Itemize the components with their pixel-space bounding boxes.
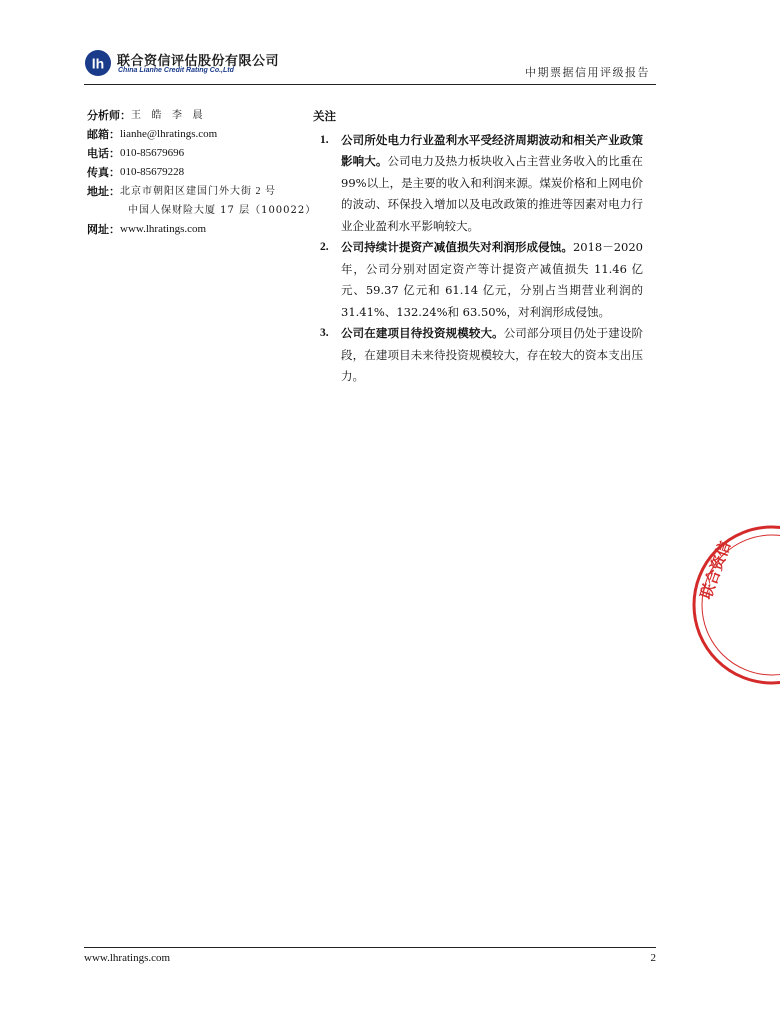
address-line-2: 中国人保财险大厦 17 层（100022）	[128, 205, 317, 216]
phone-row	[87, 144, 302, 163]
page-header	[84, 46, 656, 86]
focus-item	[313, 237, 643, 323]
focus-item	[313, 323, 643, 388]
fax-row	[87, 163, 302, 182]
report-type-title: 中期票据信用评级报告	[525, 66, 650, 79]
phone-label: 电话：	[87, 147, 120, 160]
analyst-row	[87, 106, 302, 125]
focus-item-body: 2018－2020 年，公司分别对固定资产等计提资产减值损失 11.46 亿元、59.37 亿元和 61.14 亿元，分别占当期营业利润的 31.41%、132.24%和 63.50%，对利润形成侵蚀。	[341, 240, 643, 319]
company-name-cn: 联合资信评估股份有限公司	[117, 54, 280, 69]
header-divider	[84, 84, 656, 85]
svg-text:联合资信: 联合资信	[696, 538, 735, 602]
focus-title: 关注	[313, 109, 336, 123]
page-number: 2	[650, 952, 656, 964]
website-label: 网址：	[87, 223, 120, 236]
email-row	[87, 125, 302, 144]
focus-item-lead: 公司所处电力行业盈利水平受经济周期波动和相关产业政策影响大。	[341, 132, 643, 168]
address-line-1: 北京市朝阳区建国门外大街 2 号	[120, 186, 276, 197]
focus-item-number: 3.	[320, 327, 329, 339]
phone-value: 010-85679696	[120, 147, 185, 159]
focus-item-body: 公司电力及热力板块收入占主营业务收入的比重在 99%以上，是主要的收入和利润来源。煤炭价格和上网电价的波动、环保投入增加以及电改政策的推进等因素对电力行业企业盈利水平影响较大。	[341, 154, 644, 233]
contact-panel	[87, 106, 317, 239]
email-value[interactable]: lianhe@lhratings.com	[120, 128, 218, 140]
website-value[interactable]: www.lhratings.com	[120, 223, 207, 235]
footer-website[interactable]: www.lhratings.com	[84, 952, 171, 964]
analyst-label: 分析师：	[87, 109, 131, 122]
focus-section	[313, 106, 643, 388]
focus-item-number: 2.	[320, 241, 329, 253]
focus-item-number: 1.	[320, 133, 329, 146]
svg-text:lh: lh	[91, 55, 105, 72]
analyst-names: 王 皓 李 晨	[131, 110, 207, 121]
lianhe-logo-icon	[84, 49, 112, 77]
website-row	[87, 220, 302, 239]
footer-divider	[84, 947, 656, 948]
fax-label: 传真：	[87, 166, 120, 179]
focus-item-body: 公司部分项目仍处于建设阶段，在建项目未来待投资规模较大，存在较大的资本支出压力。	[341, 326, 644, 383]
company-seal-icon	[680, 520, 780, 690]
company-name-en: China Lianhe Credit Rating Co.,Ltd	[118, 67, 234, 74]
focus-item-lead: 公司在建项目待投资规模较大。	[341, 326, 504, 340]
focus-item	[313, 130, 643, 238]
address-row	[87, 182, 302, 201]
address-label: 地址：	[87, 185, 120, 198]
focus-item-lead: 公司持续计提资产减值损失对利润形成侵蚀。	[341, 240, 573, 254]
email-label: 邮箱：	[87, 128, 120, 141]
fax-value: 010-85679228	[120, 166, 185, 178]
